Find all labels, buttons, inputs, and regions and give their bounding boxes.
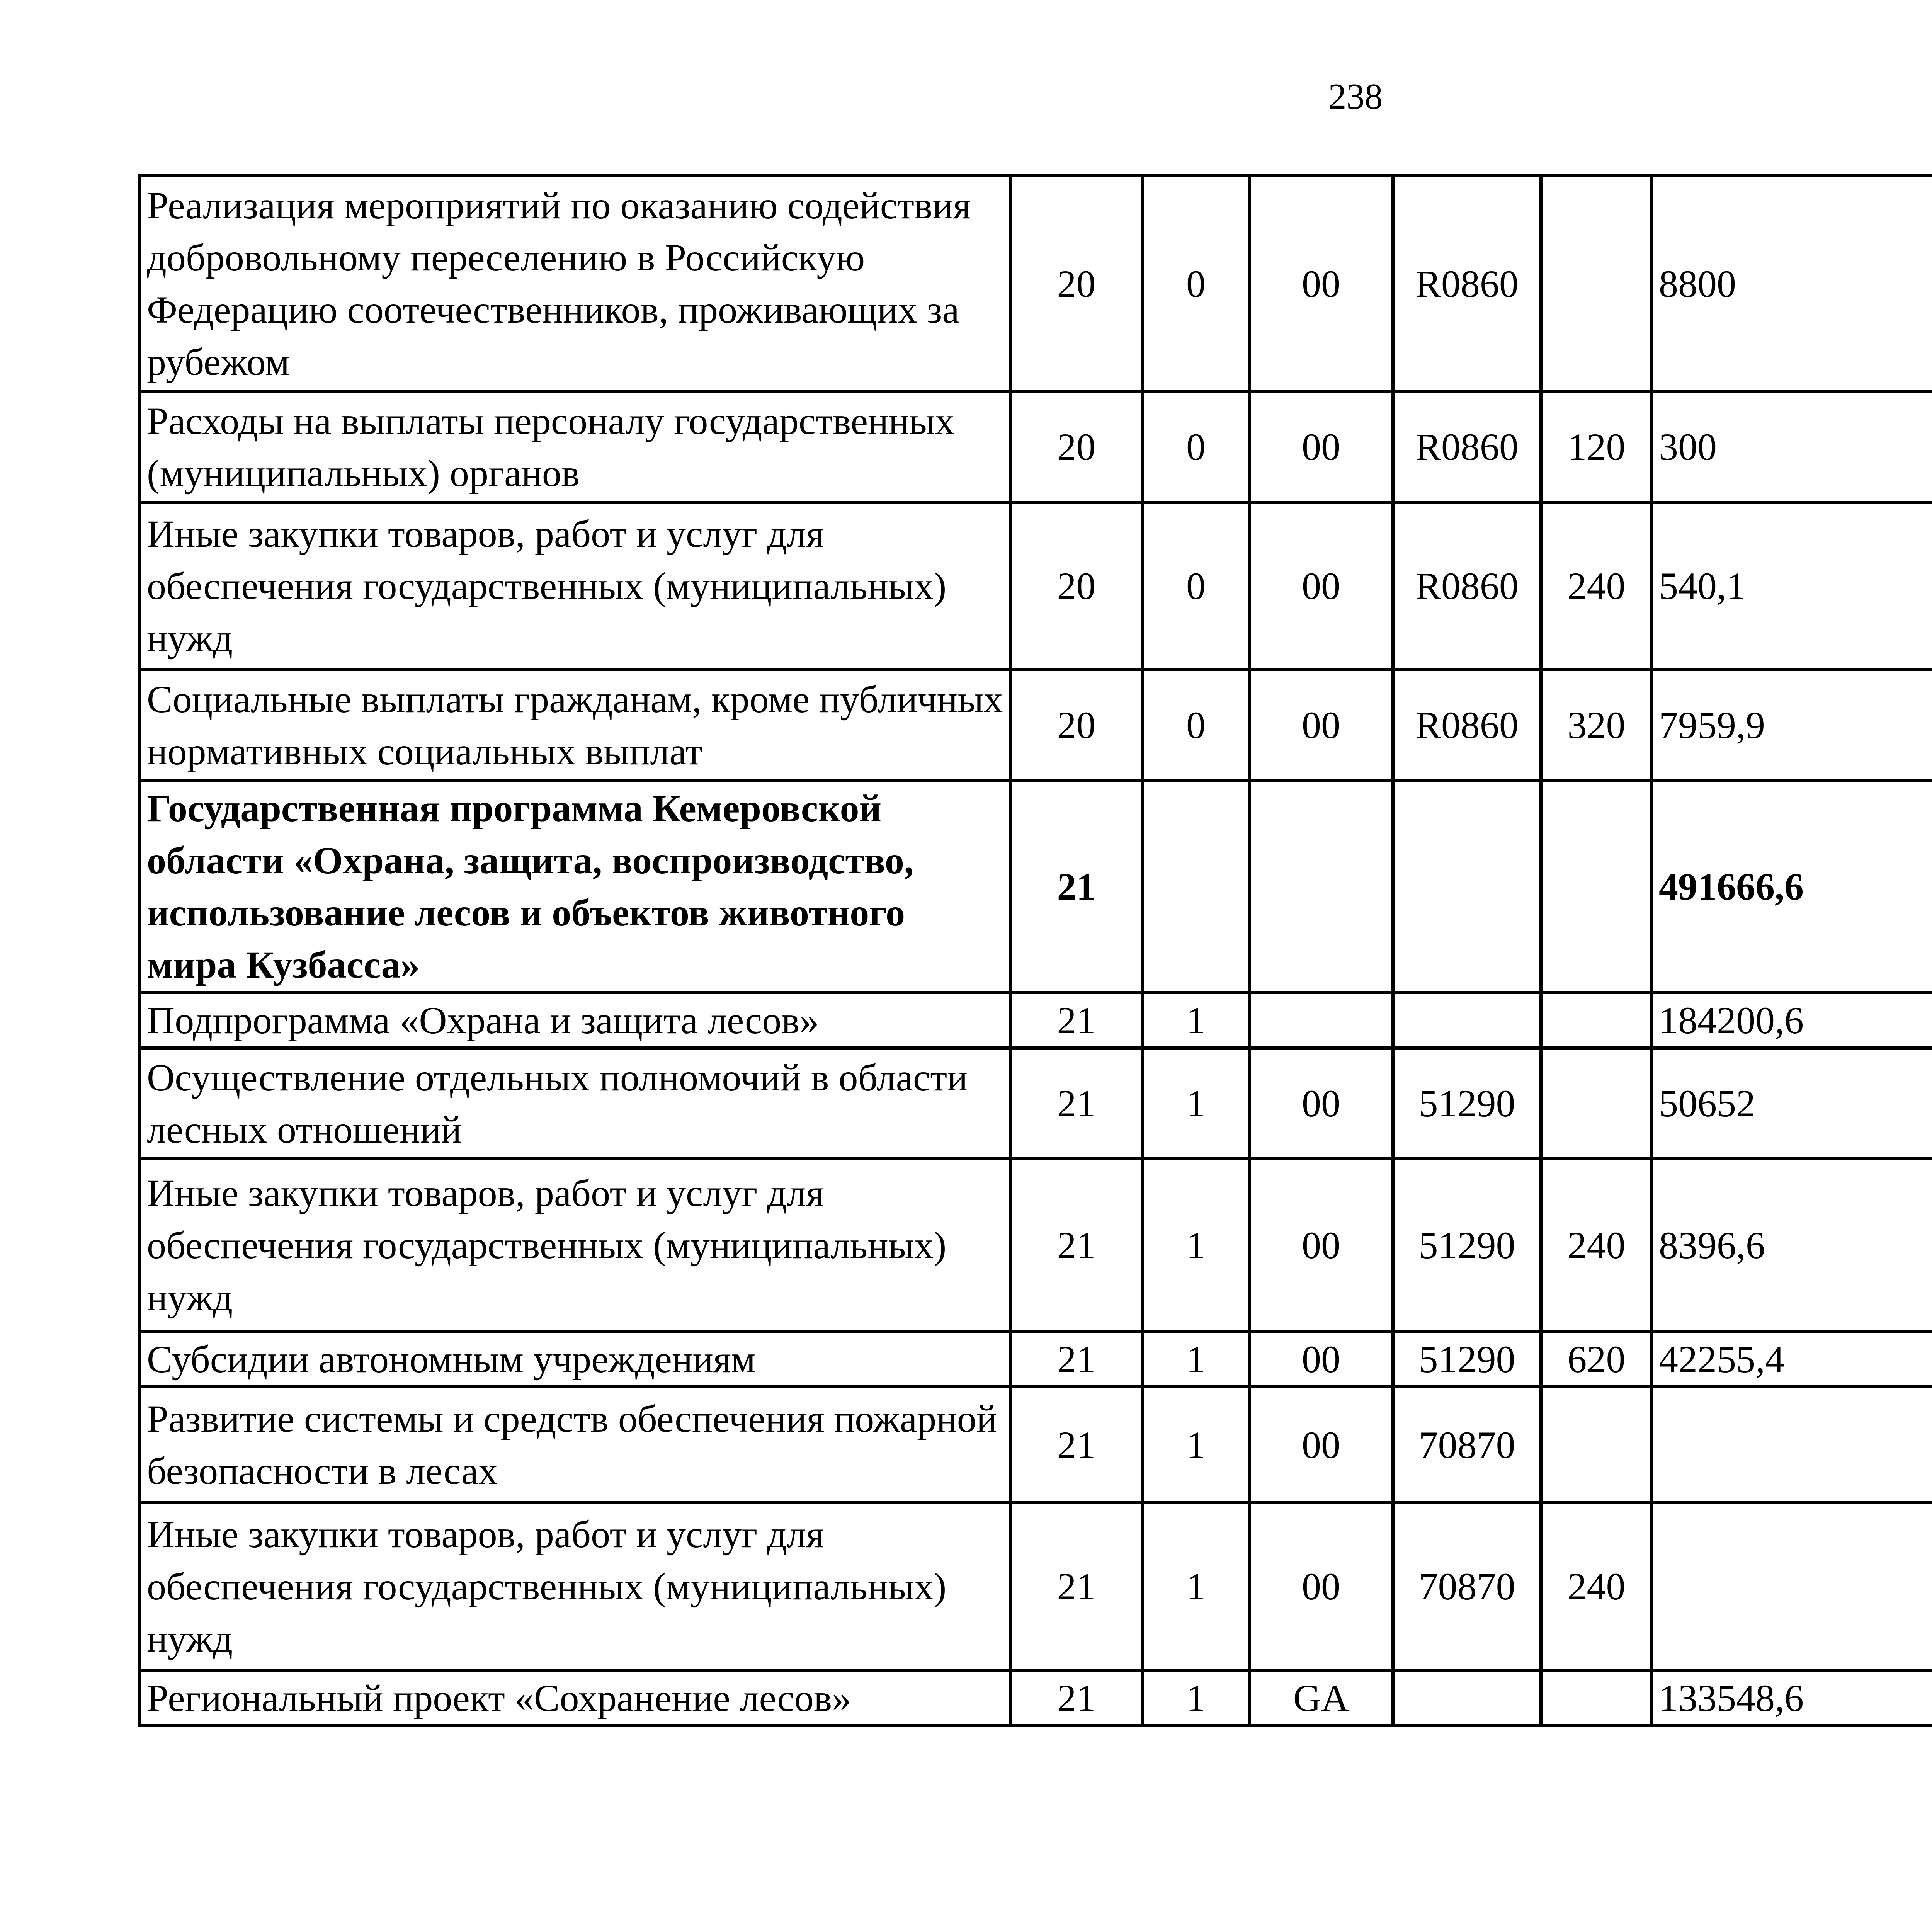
code-section: 21	[1010, 1387, 1143, 1503]
value-year-1: 491666,6	[1652, 781, 1932, 992]
code-section: 21	[1010, 1503, 1143, 1670]
value-year-1: 540,1	[1652, 502, 1932, 670]
table-row	[140, 1387, 1932, 1503]
value-year-1	[1652, 1503, 1932, 1670]
code-subprogram: 0	[1143, 176, 1249, 391]
code-target: R0860	[1393, 502, 1541, 670]
value-year-1	[1652, 1387, 1932, 1503]
code-target	[1393, 1670, 1541, 1726]
row-name: Иные закупки товаров, работ и услуг для обеспечения государственных (муниципальных) нужд	[140, 502, 1010, 670]
value-year-1: 7959,9	[1652, 670, 1932, 781]
row-name: Осуществление отдельных полномочий в области лесных отношений	[140, 1048, 1010, 1159]
code-subprogram: 1	[1143, 1159, 1249, 1331]
code-section: 21	[1010, 1048, 1143, 1159]
code-section: 20	[1010, 176, 1143, 391]
code-section: 20	[1010, 670, 1143, 781]
code-expense-type: 120	[1541, 391, 1652, 502]
code-direction	[1249, 781, 1393, 992]
table-row	[140, 992, 1932, 1048]
code-target: R0860	[1393, 670, 1541, 781]
table-row	[140, 176, 1932, 391]
code-direction: 00	[1249, 176, 1393, 391]
row-name: Иные закупки товаров, работ и услуг для обеспечения государственных (муниципальных) нужд	[140, 1503, 1010, 1670]
table-row	[140, 1159, 1932, 1331]
code-subprogram: 0	[1143, 502, 1249, 670]
value-year-1: 184200,6	[1652, 992, 1932, 1048]
row-name: Социальные выплаты гражданам, кроме публичных нормативных социальных выплат	[140, 670, 1010, 781]
code-subprogram: 1	[1143, 1387, 1249, 1503]
code-subprogram: 1	[1143, 992, 1249, 1048]
table-row	[140, 502, 1932, 670]
table-row	[140, 1670, 1932, 1726]
code-target: 51290	[1393, 1331, 1541, 1387]
table-row	[140, 670, 1932, 781]
code-expense-type: 240	[1541, 1159, 1652, 1331]
code-direction: 00	[1249, 502, 1393, 670]
code-expense-type: 240	[1541, 502, 1652, 670]
code-expense-type	[1541, 176, 1652, 391]
table-row	[140, 391, 1932, 502]
value-year-1: 300	[1652, 391, 1932, 502]
code-expense-type	[1541, 1048, 1652, 1159]
code-section: 21	[1010, 992, 1143, 1048]
code-subprogram: 1	[1143, 1503, 1249, 1670]
row-name: Реализация мероприятий по оказанию содействия добровольному переселению в Российскую Федерацию соотечественников, проживающих за рубежом	[140, 176, 1010, 391]
code-direction: 00	[1249, 391, 1393, 502]
code-direction: 00	[1249, 1387, 1393, 1503]
row-name: Региональный проект «Сохранение лесов»	[140, 1670, 1010, 1726]
code-target: R0860	[1393, 176, 1541, 391]
budget-table	[138, 174, 1932, 1727]
code-target	[1393, 781, 1541, 992]
code-target: 51290	[1393, 1159, 1541, 1331]
row-name: Иные закупки товаров, работ и услуг для обеспечения государственных (муниципальных) нужд	[140, 1159, 1010, 1331]
row-name: Расходы на выплаты персоналу государственных (муниципальных) органов	[140, 391, 1010, 502]
table-row	[140, 1503, 1932, 1670]
value-year-1: 50652	[1652, 1048, 1932, 1159]
code-section: 21	[1010, 1159, 1143, 1331]
code-direction: 00	[1249, 1503, 1393, 1670]
code-expense-type	[1541, 992, 1652, 1048]
code-direction: 00	[1249, 670, 1393, 781]
table-row	[140, 1331, 1932, 1387]
code-direction: GA	[1249, 1670, 1393, 1726]
page-number: 238	[1328, 77, 1383, 117]
code-direction	[1249, 992, 1393, 1048]
code-subprogram: 0	[1143, 391, 1249, 502]
code-subprogram: 1	[1143, 1331, 1249, 1387]
row-name: Подпрограмма «Охрана и защита лесов»	[140, 992, 1010, 1048]
code-section: 20	[1010, 391, 1143, 502]
code-subprogram: 0	[1143, 670, 1249, 781]
row-name: Субсидии автономным учреждениям	[140, 1331, 1010, 1387]
row-name: Государственная программа Кемеровской области «Охрана, защита, воспроизводство, использование лесов и объектов животного мира Кузбасса»	[140, 781, 1010, 992]
code-subprogram: 1	[1143, 1670, 1249, 1726]
code-expense-type: 620	[1541, 1331, 1652, 1387]
code-direction: 00	[1249, 1159, 1393, 1331]
value-year-1: 42255,4	[1652, 1331, 1932, 1387]
code-target	[1393, 992, 1541, 1048]
row-name: Развитие системы и средств обеспечения пожарной безопасности в лесах	[140, 1387, 1010, 1503]
code-section: 20	[1010, 502, 1143, 670]
code-direction: 00	[1249, 1048, 1393, 1159]
code-section: 21	[1010, 1331, 1143, 1387]
code-expense-type	[1541, 781, 1652, 992]
value-year-1: 133548,6	[1652, 1670, 1932, 1726]
code-target: 70870	[1393, 1387, 1541, 1503]
code-expense-type: 320	[1541, 670, 1652, 781]
value-year-1: 8396,6	[1652, 1159, 1932, 1331]
table-body	[140, 176, 1932, 1726]
code-target: 70870	[1393, 1503, 1541, 1670]
code-target: R0860	[1393, 391, 1541, 502]
code-target: 51290	[1393, 1048, 1541, 1159]
code-section: 21	[1010, 781, 1143, 992]
code-expense-type: 240	[1541, 1503, 1652, 1670]
code-section: 21	[1010, 1670, 1143, 1726]
value-year-1: 8800	[1652, 176, 1932, 391]
code-subprogram	[1143, 781, 1249, 992]
code-expense-type	[1541, 1387, 1652, 1503]
table-row	[140, 1048, 1932, 1159]
code-subprogram: 1	[1143, 1048, 1249, 1159]
table-row-program	[140, 781, 1932, 992]
code-expense-type	[1541, 1670, 1652, 1726]
code-direction: 00	[1249, 1331, 1393, 1387]
